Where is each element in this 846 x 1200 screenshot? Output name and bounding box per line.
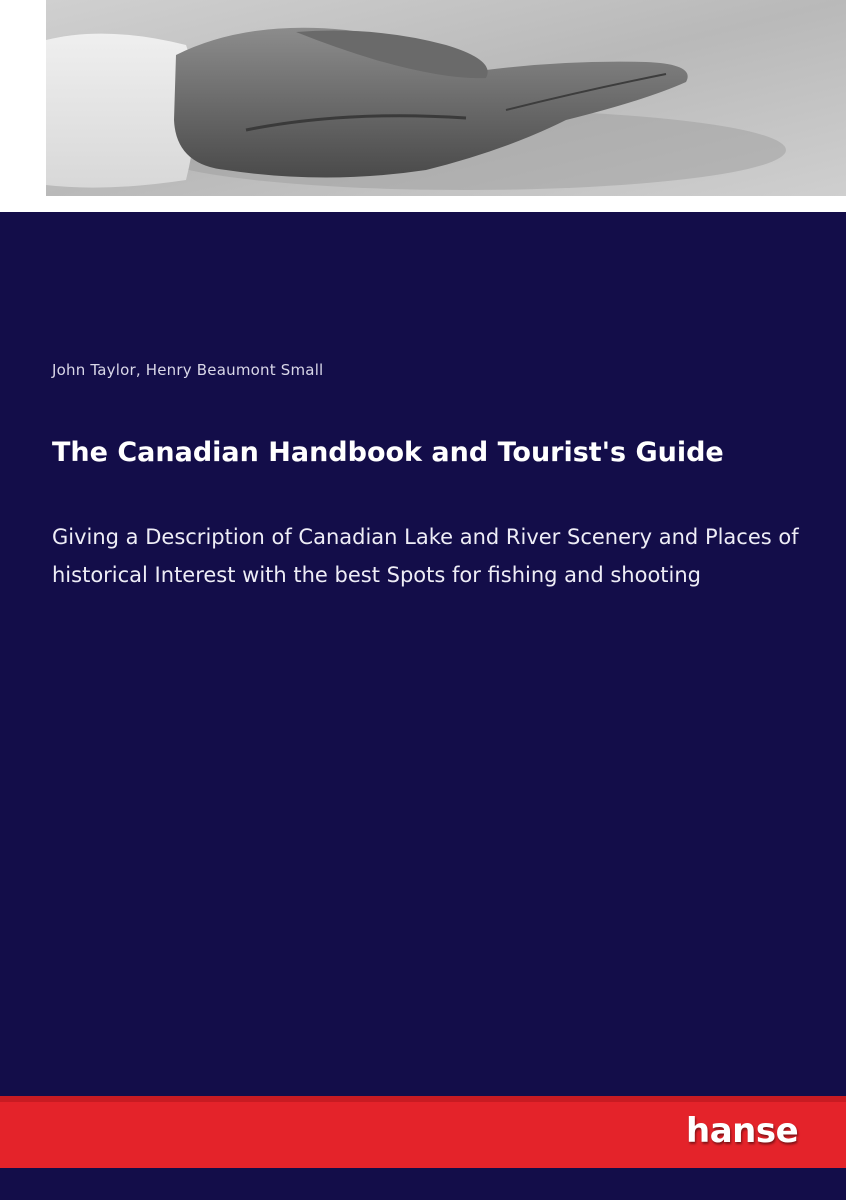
book-authors: John Taylor, Henry Beaumont Small — [52, 361, 324, 379]
book-title: The Canadian Handbook and Tourist's Guide — [52, 437, 724, 468]
publisher-logo: hanse — [686, 1111, 799, 1151]
book-subtitle: Giving a Description of Canadian Lake and River Scenery and Places of historical Interest with the best Spots for fishing and shooting — [52, 525, 799, 587]
band-shade — [0, 1096, 846, 1102]
open-hand-photo — [46, 0, 846, 196]
cover-photo — [0, 0, 846, 212]
